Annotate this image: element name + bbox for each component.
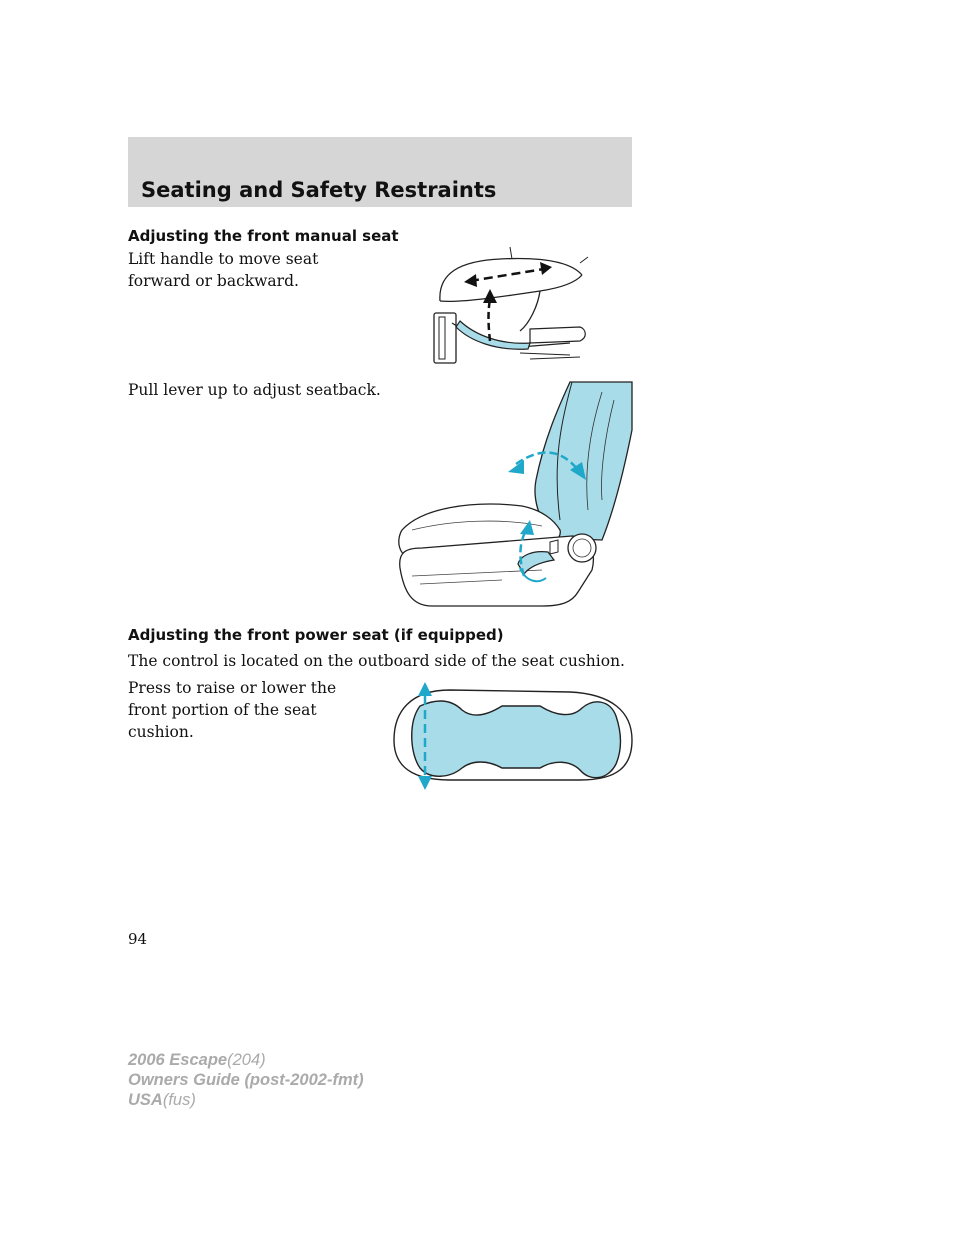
power-seat-control-illustration xyxy=(390,676,634,794)
footer-line-3 xyxy=(128,1090,364,1110)
section-heading-manual-seat: Adjusting the front manual seat xyxy=(128,227,399,245)
section-heading-power-seat: Adjusting the front power seat (if equipped) xyxy=(128,626,504,644)
manual-seat-fore-aft-text: Lift handle to move seat forward or backward. xyxy=(128,250,319,290)
seatback-recline-illustration xyxy=(392,380,636,610)
footer-model: 2006 Escape xyxy=(128,1051,228,1069)
power-seat-location-text: The control is located on the outboard side of the seat cushion. xyxy=(128,652,625,670)
manual-seat-recline-text: Pull lever up to adjust seatback. xyxy=(128,381,381,399)
footer-line-2: Owners Guide (post-2002-fmt) xyxy=(128,1071,364,1089)
footer-line-1 xyxy=(128,1050,364,1070)
footer-market: USA xyxy=(128,1091,163,1109)
seat-fore-aft-illustration xyxy=(430,243,590,368)
page-title: Seating and Safety Restraints xyxy=(141,178,497,202)
page-number: 94 xyxy=(128,930,148,948)
footer-market-code: (fus) xyxy=(162,1091,196,1109)
power-seat-front-cushion-text: Press to raise or lower the front portion of the seat cushion. xyxy=(128,679,337,741)
document-footer xyxy=(128,1050,364,1110)
footer-model-code: (204) xyxy=(227,1051,266,1069)
